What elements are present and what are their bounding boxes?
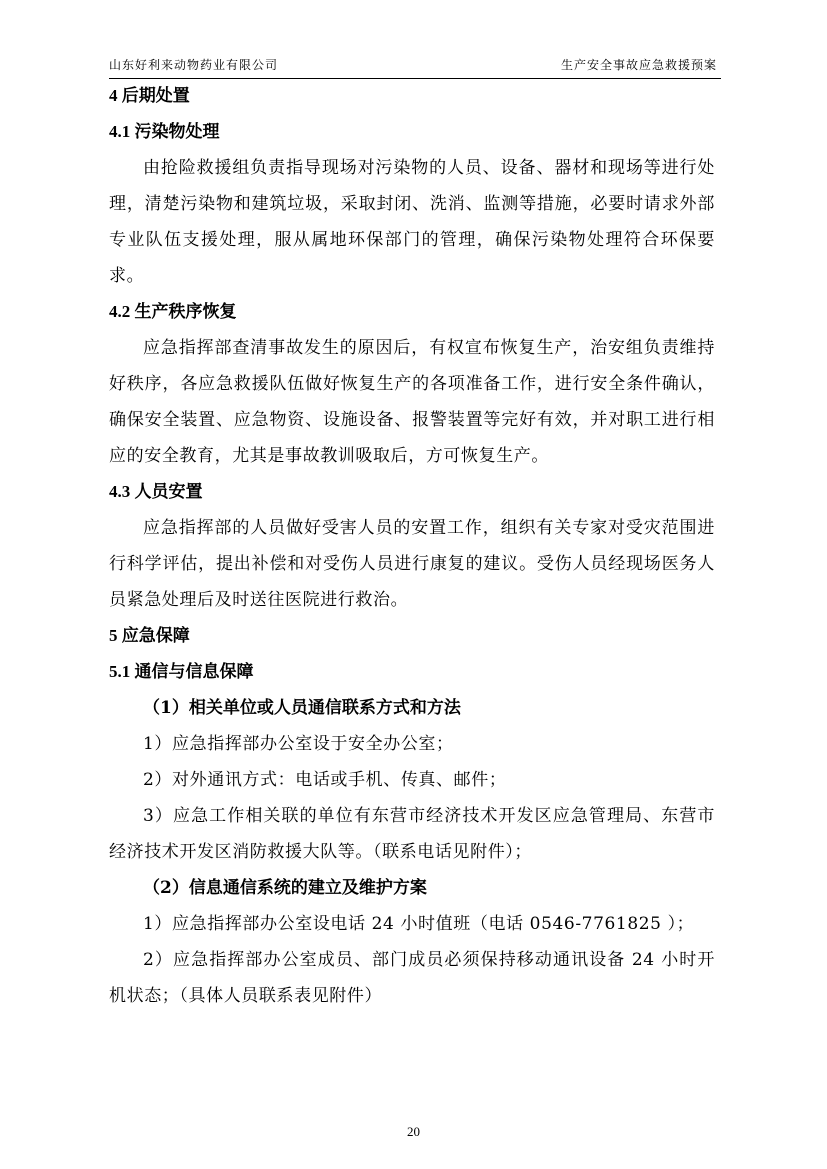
header-company: 山东好利来动物药业有限公司 (109, 58, 279, 72)
section-heading: 5 应急保障 (109, 626, 190, 645)
document-body (109, 78, 715, 1014)
item-heading: （1）相关单位或人员通信联系方式和方法 (143, 698, 461, 718)
list-item: 2）对外通讯方式：电话或手机、传真、邮件； (143, 770, 507, 790)
list-item: 1）应急指挥部办公室设电话 24 小时值班（电话 0546-7761825 ）； (143, 914, 695, 934)
page-number: 20 (407, 1124, 420, 1139)
subsection-heading: 4.2 生产秩序恢复 (109, 302, 237, 321)
paragraph: 由抢险救援组负责指导现场对污染物的人员、设备、器材和现场等进行处理，清楚污染物和建筑垃圾，采取封闭、洗消、监测等措施，必要时请求外部专业队伍支援处理，服从属地环保部门的管理，确保污染物处理符合环保要求。 (109, 158, 715, 286)
paragraph: 应急指挥部的人员做好受害人员的安置工作，组织有关专家对受灾范围进行科学评估，提出补偿和对受伤人员进行康复的建议。受伤人员经现场医务人员紧急处理后及时送往医院进行救治。 (109, 518, 715, 610)
header-doc-title: 生产安全事故应急救援预案 (560, 58, 717, 72)
subsection-heading: 5.1 通信与信息保障 (109, 662, 254, 681)
item-heading: （2）信息通信系统的建立及维护方案 (143, 878, 427, 898)
list-item: 2）应急指挥部办公室成员、部门成员必须保持移动通讯设备 24 小时开机状态；（具体人员联系表见附件） (109, 950, 715, 1006)
subsection-heading: 4.3 人员安置 (109, 482, 203, 501)
list-item: 1）应急指挥部办公室设于安全办公室； (143, 734, 454, 754)
subsection-heading: 4.1 污染物处理 (109, 122, 220, 141)
list-item: 3）应急工作相关联的单位有东营市经济技术开发区应急管理局、东营市经济技术开发区消防救援大队等。（联系电话见附件）； (109, 806, 715, 862)
section-heading: 4 后期处置 (109, 86, 190, 105)
paragraph: 应急指挥部查清事故发生的原因后，有权宣布恢复生产，治安组负责维持好秩序，各应急救援队伍做好恢复生产的各项准备工作，进行安全条件确认，确保安全装置、应急物资、设施设备、报警装置等完好有效，并对职工进行相应的安全教育，尤其是事故教训吸取后，方可恢复生产。 (109, 338, 715, 466)
page-header (109, 56, 721, 79)
